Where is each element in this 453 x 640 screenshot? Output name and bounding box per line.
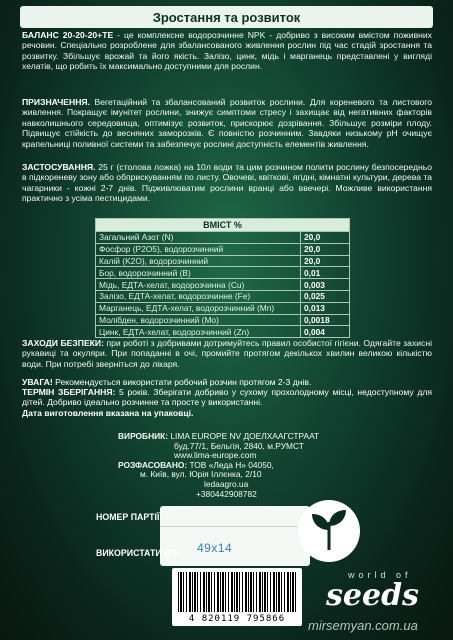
page-title: Зростання та розвиток [152, 9, 301, 25]
nutrient-name: Загальний Азот (N) [96, 232, 301, 244]
producer-info [118, 431, 412, 499]
table-row [96, 302, 350, 314]
warning-text: Рекомендується використати робочий розчин протягом 2-3 днів. [52, 377, 312, 387]
producer-label: ВИРОБНИК: [118, 431, 169, 441]
nutrient-value: 0,01 [301, 267, 350, 279]
nutrient-name: Молібден, водорозчинний (Mo) [96, 314, 301, 326]
packer-phone: +380442908782 [196, 488, 257, 499]
purpose-lead: ПРИЗНАЧЕННЯ. [22, 97, 90, 107]
nutrient-value: 0,025 [301, 290, 350, 302]
barcode [172, 568, 302, 626]
usage-paragraph [22, 162, 432, 204]
table-row [96, 314, 350, 326]
composition-table [95, 231, 350, 338]
purpose-text: Вегетаційний та збалансований розвиток рослини. Для кореневого та листового живлення. Покращує імунітет рослини, знижує симптоми стресу і захищає від негативних факторів навколишнього середовища, оптимізує розвиток, прискорює дозрівання. Збільшує розміри плоду. Підвищує стійкість до весняних заморозків. Є повністю розчинним. Завдяки низькому pH очищує крапельниці поливної системи та забезпечує рослині доступність елементів живлення. [22, 97, 432, 149]
logo-tagline: world of [348, 570, 412, 580]
packer-name: ТОВ «Леда Н» 04050, [187, 459, 274, 470]
date-note-text: Дата виготовлення вказана на упаковці. [22, 408, 194, 418]
warning-line [22, 377, 432, 387]
purpose-paragraph [22, 97, 432, 149]
nutrient-value: 20,0 [301, 243, 350, 255]
nutrient-name: Цинк, ЕДТА-хелат, водорозчинний (Zn) [96, 326, 301, 338]
producer-name: LIMA EUROPE NV ДОЕЛХААГСТРААТ [168, 431, 320, 441]
nutrient-name: Калій (K2O), водорозчинний [96, 255, 301, 267]
nutrient-value: 20,0 [301, 255, 350, 267]
producer-website: www.lima-europe.com [174, 450, 257, 461]
batch-divider [160, 526, 310, 527]
logo-wordmark: seeds [326, 578, 419, 613]
nutrient-name: Бор, водорозчинний (B) [96, 267, 301, 279]
nutrient-value: 0,0018 [301, 314, 350, 326]
date-note [22, 408, 432, 418]
packer-website: ledaagro.ua [204, 478, 249, 489]
storage-lead: ТЕРМІН ЗБЕРІГАННЯ: [22, 387, 116, 397]
safety-lead: ЗАХОДИ БЕЗПЕКИ: [22, 338, 104, 348]
packed-label: РОЗФАСОВАНО: [118, 459, 188, 470]
batch-number-label: НОМЕР ПАРТІЇ: [96, 512, 163, 522]
seed-icon [298, 500, 360, 562]
barcode-digits: 4 820119 795866 [188, 614, 286, 624]
table-row [96, 326, 350, 338]
usage-lead: ЗАСТОСУВАННЯ. [22, 162, 96, 172]
nutrient-value: 0,013 [301, 302, 350, 314]
safety-paragraph [22, 338, 432, 369]
table-row [96, 290, 350, 302]
intro-paragraph [22, 30, 432, 72]
site-watermark: mirsemyan.com.ua [308, 618, 418, 633]
table-row [96, 232, 350, 244]
storage-text: 5 років. Зберігати добриво у сухому прохолодному місці, недоступному для дітей. Добриво ідеально розчинне та просте у використанні. [22, 387, 433, 408]
title-bar [20, 6, 433, 28]
storage-paragraph [22, 387, 432, 408]
composition-header: ВМІСТ % [95, 218, 350, 231]
brand-logo [298, 500, 448, 630]
barcode-bars [178, 572, 296, 612]
nutrient-name: Мідь, ЕДТА-хелат, водорозчинна (Cu) [96, 279, 301, 291]
producer-address: буд.77/1, Бельгія, 2840, м.РУМСТ [174, 440, 304, 451]
usage-text: 25 г (столова ложка) на 10л води та цим розчином полити рослину безпосередньо в підкореневу зону або обприскуванням по листу. Овочеві, квіткові, ягідні, кімнатні культури, дерева та чагарники - кожні 2-7 днів. Підживлюватим рослини вранці або ввечері. Можливе використання практично з усіма пестицидами. [22, 162, 432, 204]
table-row [96, 267, 350, 279]
nutrient-value: 0,004 [301, 326, 350, 338]
intro-lead: БАЛАНС 20-20-20+ТЕ [22, 30, 114, 40]
nutrient-value: 0,003 [301, 279, 350, 291]
intro-text: - це комплексне водорозчинне NPK - добриво з високим вмістом поживних речовин. Спеціально розроблене для збалансованого живлення рослин під час стадій зростання та розвитку. Збільшує врожай та його якість. Залізо, цинк, мідь і марганець представлені у вигляді хелатів, що робить їх максимально доступними для рослин. [22, 30, 432, 72]
nutrient-name: Марганець, ЕДТА-хелат, водорозчинний (Mn) [96, 302, 301, 314]
nutrient-name: Фосфор (P2O5), водорозчинний [96, 243, 301, 255]
safety-text: при роботі з добривами дотримуйтесь правил особистої гігієни. Одягайте захисні рукавиці та окуляри. При попаданні в очі, промийте протягом декількох хвилин великою кількістю води. При потребі зверніться до лікаря. [22, 338, 433, 369]
nutrient-value: 20,0 [301, 232, 350, 244]
batch-stamp: 49x14 [197, 541, 233, 555]
warning-lead: УВАГА! [22, 377, 53, 387]
table-row [96, 255, 350, 267]
table-row [96, 279, 350, 291]
nutrient-name: Залізо, ЕДТА-хелат, водорозчинне (Fe) [96, 290, 301, 302]
use-by-label: ВИКОРИСТАТИ ДО: [96, 548, 181, 558]
table-row [96, 243, 350, 255]
packer-address: м. Київ, вул. Юрія Іллєнка, 2/10 [140, 469, 262, 480]
